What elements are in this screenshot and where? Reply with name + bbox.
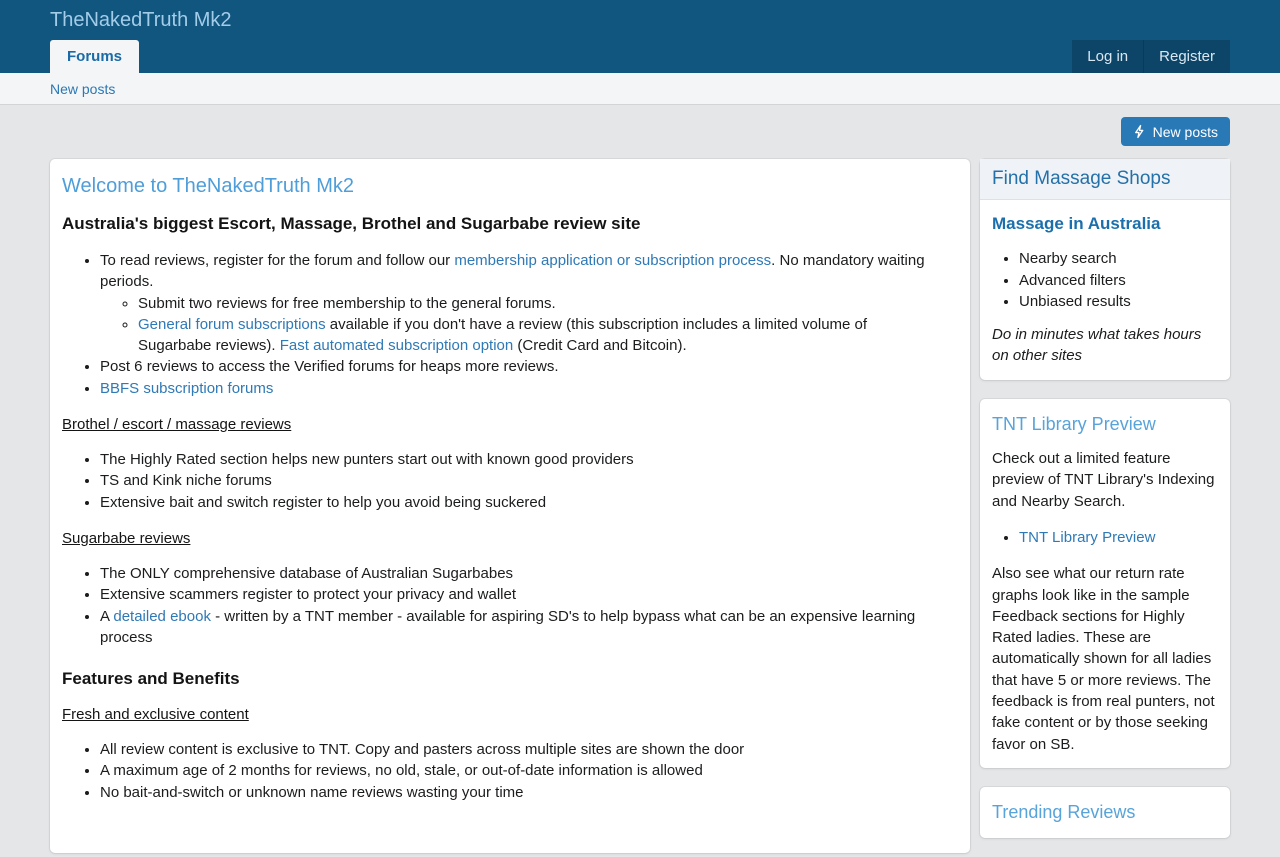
account-nav-group — [1072, 40, 1230, 73]
sub-nav — [0, 73, 1280, 105]
list-item: • Nearby search — [1019, 248, 1218, 269]
new-posts-button-label: New posts — [1152, 123, 1218, 140]
trending-reviews-block — [980, 787, 1230, 838]
list-item — [100, 606, 956, 649]
login-button[interactable]: Log in — [1087, 48, 1129, 65]
text-segment: To read reviews, register for the forum and follow our — [100, 252, 455, 269]
fast-automated-subscription-link[interactable]: Fast automated subscription option — [279, 337, 514, 355]
headline: Australia's biggest Escort, Massage, Brothel and Sugarbabe review site — [62, 214, 641, 233]
text-segment: (Credit Card and Bitcoin). — [513, 337, 687, 355]
register-button[interactable]: Register — [1143, 40, 1230, 73]
massage-feature-list — [992, 248, 1218, 312]
text-segment: A — [100, 607, 114, 625]
intro-sublist — [100, 293, 946, 357]
trending-reviews-body — [980, 787, 1230, 838]
bbfs-subscription-forums-link[interactable]: BBFS subscription forums — [100, 379, 274, 397]
sugarbabe-section-heading: Sugarbabe reviews — [62, 529, 191, 547]
toolbar-row — [50, 117, 1230, 146]
tnt-library-description: Also see what our return rate graphs look like in the sample Feedback sections for Highly Rated ladies. These are automatically shown for all ladies that have 5 or more reviews. The feedback is from real punters, not fake content or by those seeking favor on SB. — [992, 565, 1215, 753]
text-segment: . No mandatory waiting periods. — [100, 252, 925, 291]
list-item: • TS and Kink niche forums — [100, 470, 956, 491]
welcome-panel — [50, 159, 970, 853]
list-item: • Advanced filters — [1019, 270, 1218, 291]
massage-tagline: Do in minutes what takes hours on other sites — [992, 326, 1202, 365]
general-forum-subscriptions-link[interactable]: General forum subscriptions — [138, 315, 326, 333]
membership-subscription-link[interactable]: membership application or subscription process — [454, 252, 772, 269]
brothel-list — [62, 449, 956, 513]
lightning-bolt-icon — [1133, 124, 1146, 139]
subnav-new-posts-link[interactable]: New posts — [50, 80, 116, 97]
list-item: • Extensive scammers register to protect your privacy and wallet — [100, 584, 956, 605]
list-item: • All review content is exclusive to TNT. Copy and pasters across multiple sites are shown the door — [100, 739, 956, 760]
fresh-section-heading: Fresh and exclusive content — [62, 706, 249, 724]
list-item — [1019, 527, 1218, 548]
tab-forums[interactable]: Forums — [50, 40, 139, 73]
features-heading: Features and Benefits — [62, 669, 240, 689]
list-item: • The Highly Rated section helps new punters start out with known good providers — [100, 449, 956, 470]
new-posts-button[interactable] — [1121, 117, 1230, 146]
site-title[interactable]: TheNakedTruth Mk2 — [50, 8, 232, 31]
massage-in-australia-link[interactable]: Massage in Australia — [992, 214, 1161, 233]
list-item: • Unbiased results — [1019, 291, 1218, 312]
list-item: • Extensive bait and switch register to help you avoid being suckered — [100, 492, 956, 513]
list-item: ◦ Submit two reviews for free membership to the general forums. — [138, 293, 946, 314]
main-nav — [0, 40, 1280, 73]
text-segment: - written by a TNT member - available for aspiring SD's to help bypass what can be an expensive learning process — [100, 607, 916, 646]
page-content — [0, 105, 1280, 857]
tnt-library-preview-block — [980, 399, 1230, 768]
content-columns — [50, 159, 1230, 857]
site-header — [0, 0, 1280, 40]
tnt-library-preview-title: TNT Library Preview — [992, 413, 1156, 434]
tnt-library-preview-body — [980, 399, 1230, 768]
find-massage-shops-body — [980, 200, 1230, 380]
list-item: • Post 6 reviews to access the Verified forums for heaps more reviews. — [100, 356, 956, 377]
find-massage-shops-title: Find Massage Shops — [980, 159, 1230, 200]
list-item — [138, 314, 946, 357]
fresh-list — [62, 739, 956, 803]
sidebar — [980, 159, 1230, 857]
list-item — [100, 378, 956, 399]
list-item: • No bait-and-switch or unknown name reviews wasting your time — [100, 782, 956, 803]
intro-list — [62, 250, 956, 399]
text-segment: available if you don't have a review (this subscription includes a limited volume of Sugarbabe reviews). — [138, 315, 868, 355]
sugarbabe-list — [62, 563, 956, 648]
tnt-library-preview-link[interactable]: TNT Library Preview — [1019, 528, 1156, 546]
list-item: • A maximum age of 2 months for reviews, no old, stale, or out-of-date information is allowed — [100, 760, 956, 781]
detailed-ebook-link[interactable]: detailed ebook — [113, 607, 211, 625]
tnt-library-intro: Check out a limited feature preview of TNT Library's Indexing and Nearby Search. — [992, 450, 1215, 510]
welcome-title: Welcome to TheNakedTruth Mk2 — [62, 175, 354, 197]
list-item — [100, 250, 956, 356]
trending-reviews-title: Trending Reviews — [992, 801, 1136, 822]
find-massage-shops-block — [980, 159, 1230, 380]
list-item: • The ONLY comprehensive database of Australian Sugarbabes — [100, 563, 956, 584]
tnt-library-link-list — [992, 527, 1218, 548]
brothel-section-heading: Brothel / escort / massage reviews — [62, 416, 292, 434]
